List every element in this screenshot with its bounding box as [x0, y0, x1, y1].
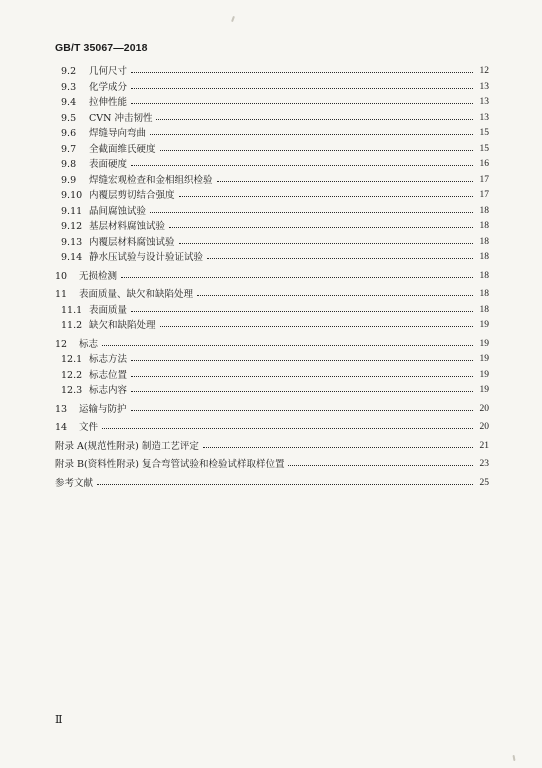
- toc-entry-number: 9.6: [61, 128, 77, 139]
- toc-entry-page: 19: [479, 338, 489, 349]
- toc-entry[interactable]: [55, 111, 489, 127]
- toc-entry[interactable]: [55, 439, 489, 455]
- toc-entry-title: 拉伸性能: [89, 97, 128, 108]
- toc-entry-title: (规范性附录) 制造工艺评定: [83, 440, 199, 452]
- toc-entry-title: 参考文献: [55, 477, 94, 489]
- toc-entry-page: 13: [479, 81, 489, 92]
- dot-leader: [217, 181, 473, 182]
- toc-entry-page: 20: [479, 403, 489, 414]
- toc-entry-number: 11.2: [61, 320, 83, 331]
- dot-leader: [97, 484, 473, 485]
- toc-entry-page: 19: [479, 354, 489, 364]
- toc-entry-page: 15: [479, 143, 489, 154]
- toc-entry[interactable]: [55, 219, 489, 235]
- toc-entry-page: 23: [479, 459, 489, 469]
- toc-entry-number: 12.2: [61, 369, 83, 381]
- dot-leader: [197, 295, 473, 296]
- toc-entry-page: 16: [479, 159, 489, 169]
- toc-entry-title: 焊缝导向弯曲: [89, 128, 147, 139]
- toc-entry-number: 9.7: [61, 143, 77, 155]
- toc-entry-number: 9.14: [61, 252, 83, 263]
- toc-entry-page: 17: [479, 190, 489, 200]
- dot-leader: [102, 345, 473, 346]
- dot-leader: [131, 360, 473, 361]
- toc-entry-page: 15: [479, 128, 489, 138]
- toc-entry-title: 化学成分: [89, 81, 128, 93]
- toc-entry[interactable]: [55, 173, 489, 189]
- dot-leader: [160, 326, 473, 327]
- toc-entry-number: 9.10: [61, 190, 83, 201]
- toc-entry-title: 表面硬度: [89, 159, 128, 170]
- toc-entry-page: 18: [479, 252, 489, 262]
- toc-entry-number: 9.4: [61, 97, 77, 108]
- toc-entry-page: 18: [479, 304, 489, 315]
- toc-entry-title: 文件: [79, 422, 99, 433]
- document-number: GB/T 35067—2018: [55, 42, 148, 54]
- dot-leader: [150, 212, 473, 213]
- toc-entry-title: CVN 冲击韧性: [89, 112, 153, 124]
- toc-entry-page: 18: [479, 270, 489, 281]
- toc-entry-number: 12.1: [61, 354, 83, 365]
- dot-leader: [160, 150, 473, 151]
- toc-entry-title: 基层材料腐蚀试验: [89, 221, 166, 232]
- dot-leader: [131, 165, 473, 166]
- dot-leader: [150, 134, 473, 135]
- toc-entry-page: 13: [479, 97, 489, 107]
- toc-entry-number: 9.9: [61, 174, 77, 186]
- toc-entry-number: 13: [55, 403, 68, 415]
- toc-entry-number: 9.8: [61, 159, 77, 170]
- toc-entry-title: 无损检测: [79, 270, 118, 282]
- dot-leader: [121, 277, 473, 278]
- toc-entry[interactable]: [55, 337, 489, 353]
- toc-entry-title: 几何尺寸: [89, 66, 128, 77]
- toc-entry-number: 9.3: [61, 81, 77, 93]
- dot-leader: [102, 428, 473, 429]
- toc-entry[interactable]: [55, 80, 489, 96]
- toc-entry[interactable]: [55, 352, 489, 368]
- toc-entry[interactable]: [55, 269, 489, 285]
- toc-entry[interactable]: [55, 235, 489, 251]
- toc-entry[interactable]: [55, 204, 489, 220]
- toc-entry-number: 10: [55, 270, 68, 282]
- toc-entry-number: 9.2: [61, 66, 77, 77]
- toc-entry-page: 21: [479, 440, 489, 451]
- dot-leader: [131, 72, 473, 73]
- toc-entry-number: 9.13: [61, 236, 83, 248]
- toc-entry-page: 18: [479, 236, 489, 247]
- toc-entry-page: 12: [479, 66, 489, 76]
- toc-entry-number: 9.12: [61, 221, 83, 232]
- toc-entry[interactable]: [55, 303, 489, 319]
- dot-leader: [131, 391, 473, 392]
- toc-entry-number: 14: [55, 422, 68, 433]
- toc-entry-title: 内覆层材料腐蚀试验: [89, 236, 175, 248]
- toc-entry-number: 11: [55, 289, 68, 300]
- toc-entry-title: 表面质量: [89, 304, 128, 316]
- toc-entry-number: 9.11: [61, 205, 83, 217]
- toc-entry-page: 19: [479, 369, 489, 380]
- dot-leader: [131, 410, 473, 411]
- toc-entry-page: 13: [479, 112, 489, 123]
- dot-leader: [131, 88, 473, 89]
- scan-speck: [512, 755, 515, 761]
- dot-leader: [156, 119, 473, 120]
- toc-entry-title: 晶间腐蚀试验: [89, 205, 147, 217]
- toc-entry[interactable]: [55, 383, 489, 399]
- toc-entry[interactable]: [55, 287, 489, 303]
- toc-entry-number: 12: [55, 338, 68, 350]
- scan-speck: [231, 16, 235, 22]
- toc-entry-title: 运输与防护: [79, 403, 127, 415]
- toc-entry-page: 19: [479, 385, 489, 395]
- toc-entry-page: 18: [479, 205, 489, 216]
- table-of-contents: [55, 64, 489, 491]
- toc-entry[interactable]: [55, 457, 489, 473]
- dot-leader: [131, 311, 473, 312]
- toc-entry-title: 焊缝宏观检查和金相组织检验: [89, 174, 213, 186]
- toc-entry[interactable]: [55, 142, 489, 158]
- toc-entry-title: 标志: [79, 338, 99, 350]
- toc-entry-page: 18: [479, 289, 489, 299]
- toc-entry-title: 全截面维氏硬度: [89, 143, 156, 155]
- toc-entry-title: 标志位置: [89, 369, 128, 381]
- toc-entry[interactable]: [55, 95, 489, 111]
- toc-entry-page: 18: [479, 221, 489, 231]
- toc-entry-title: 标志内容: [89, 385, 128, 396]
- toc-entry-title: 表面质量、缺欠和缺陷处理: [79, 289, 194, 300]
- toc-entry-number: 9.5: [61, 112, 77, 124]
- toc-entry-page: 25: [479, 477, 489, 488]
- dot-leader: [131, 376, 473, 377]
- toc-entry[interactable]: [55, 318, 489, 334]
- toc-entry[interactable]: [55, 157, 489, 173]
- toc-entry-number: 附录 A: [55, 440, 84, 452]
- toc-entry[interactable]: [55, 188, 489, 204]
- toc-entry-page: 19: [479, 320, 489, 330]
- toc-entry[interactable]: [55, 64, 489, 80]
- toc-entry[interactable]: [55, 476, 489, 492]
- toc-entry-page: 17: [479, 174, 489, 185]
- toc-entry[interactable]: [55, 250, 489, 266]
- toc-entry-number: 附录 B: [55, 459, 85, 470]
- toc-entry-title: 标志方法: [89, 354, 128, 365]
- dot-leader: [179, 243, 473, 244]
- toc-entry[interactable]: [55, 368, 489, 384]
- toc-entry[interactable]: [55, 126, 489, 142]
- toc-entry-page: 20: [479, 422, 489, 432]
- dot-leader: [179, 196, 473, 197]
- page-number: Ⅱ: [55, 714, 63, 726]
- toc-entry-title: 缺欠和缺陷处理: [89, 320, 156, 331]
- toc-entry-title: (资料性附录) 复合弯管试验和检验试样取样位置: [84, 459, 285, 470]
- toc-entry-number: 12.3: [61, 385, 83, 396]
- toc-entry-title: 静水压试验与设计验证试验: [89, 252, 204, 263]
- dot-leader: [207, 258, 473, 259]
- toc-entry-number: 11.1: [61, 304, 83, 316]
- dot-leader: [288, 465, 473, 466]
- toc-entry[interactable]: [55, 402, 489, 418]
- dot-leader: [203, 447, 473, 448]
- toc-entry[interactable]: [55, 420, 489, 436]
- toc-entry-title: 内覆层剪切结合强度: [89, 190, 175, 201]
- dot-leader: [131, 103, 473, 104]
- dot-leader: [169, 227, 473, 228]
